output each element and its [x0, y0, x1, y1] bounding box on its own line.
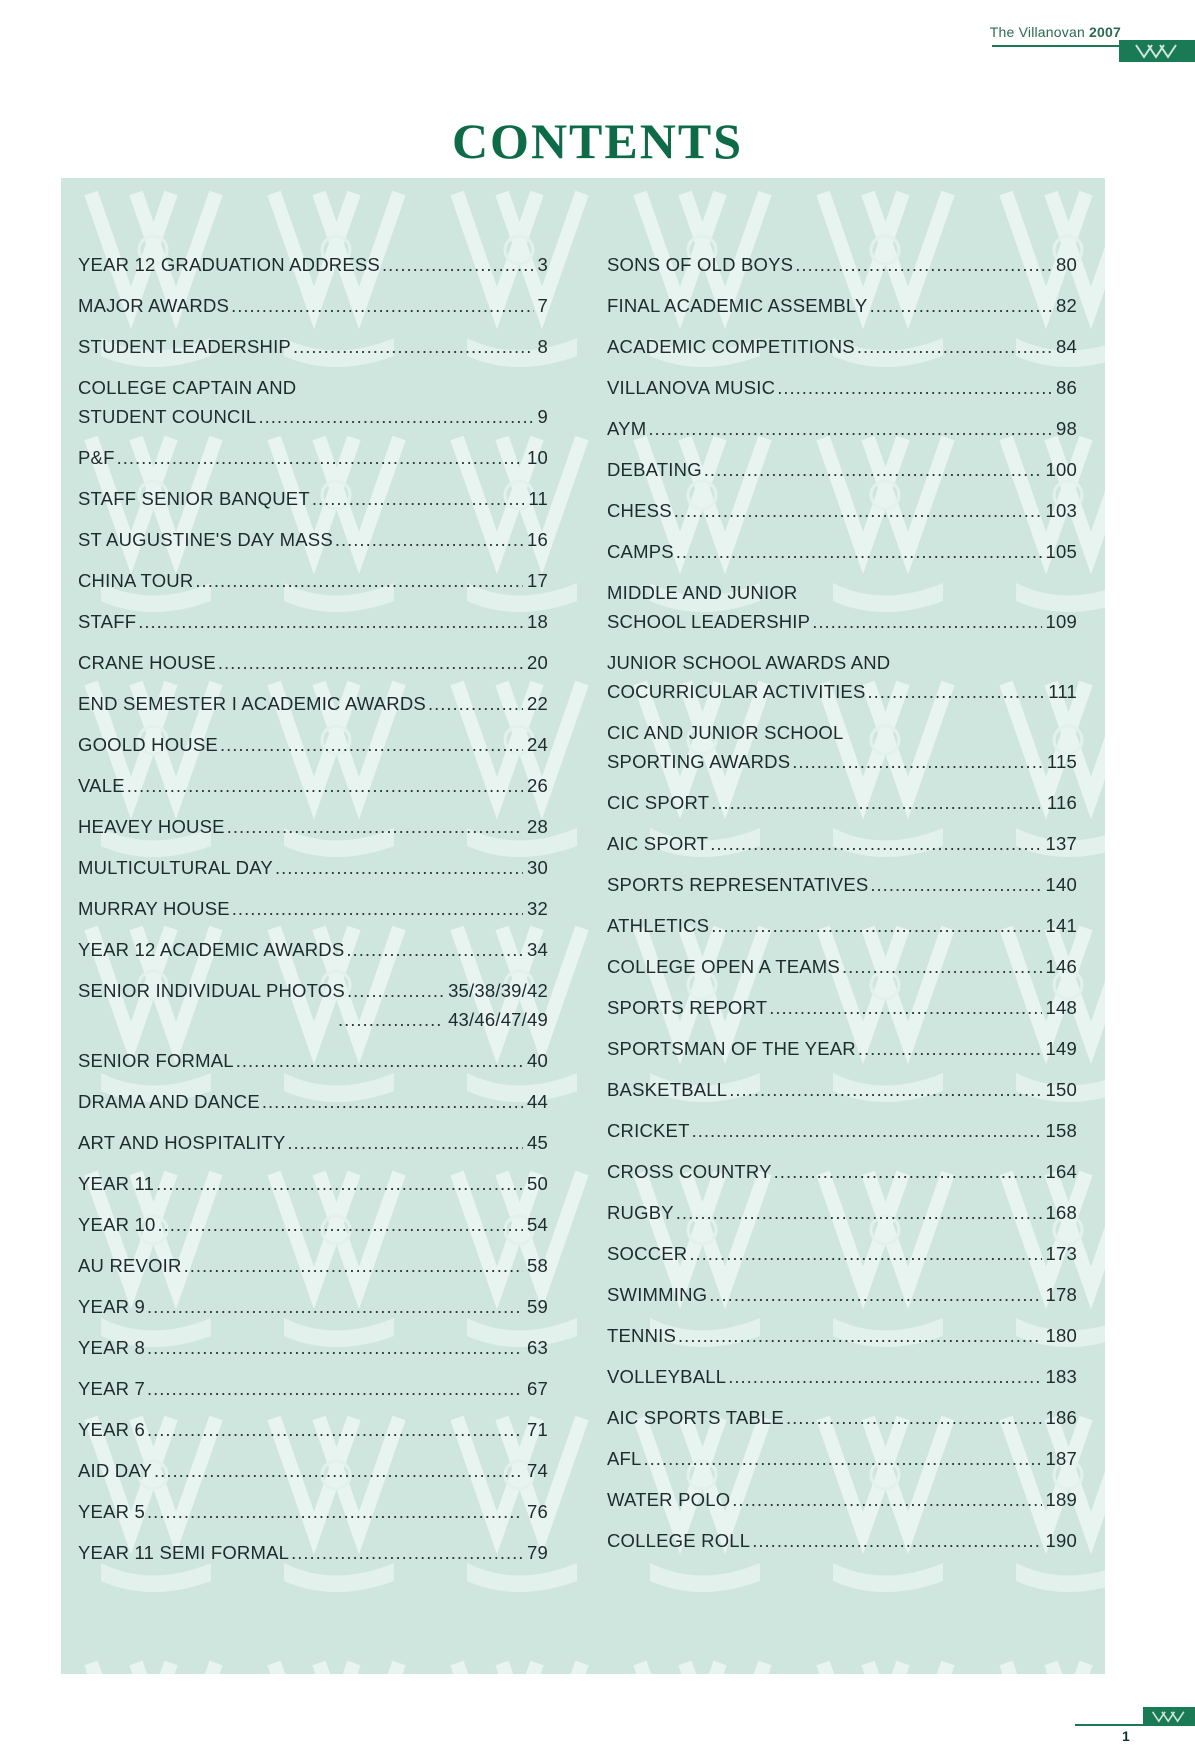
toc-entry[interactable]: CROSS COUNTRY ..... 164: [607, 1157, 1077, 1186]
toc-entry[interactable]: MAJOR AWARDS ..... 7: [78, 291, 548, 320]
toc-entry[interactable]: YEAR 8 ..... 63: [78, 1333, 548, 1362]
page-title: CONTENTS: [451, 113, 744, 169]
toc-entry[interactable]: VALE ..... 26: [78, 771, 548, 800]
toc-entry[interactable]: SPORTS REPRESENTATIVES ..... 140: [607, 870, 1077, 899]
toc-entry[interactable]: STAFF SENIOR BANQUET ..... 11: [78, 484, 548, 513]
toc-entry[interactable]: MULTICULTURAL DAY ..... 30: [78, 853, 548, 882]
toc-entry[interactable]: SPORTSMAN OF THE YEAR ..... 149: [607, 1034, 1077, 1063]
toc-entry[interactable]: CRANE HOUSE ..... 20: [78, 648, 548, 677]
toc-entry[interactable]: RUGBY ..... 168: [607, 1198, 1077, 1227]
toc-entry[interactable]: SOCCER ..... 173: [607, 1239, 1077, 1268]
contents-left-column: [78, 250, 548, 1579]
toc-entry[interactable]: ST AUGUSTINE'S DAY MASS ..... 16: [78, 525, 548, 554]
toc-entry[interactable]: YEAR 12 ACADEMIC AWARDS ..... 34: [78, 935, 548, 964]
toc-entry[interactable]: YEAR 11 SEMI FORMAL ..... 79: [78, 1538, 548, 1567]
toc-entry[interactable]: MIDDLE AND JUNIOR SCHOOL LEADERSHIP ..... 109: [607, 578, 1077, 636]
toc-entry[interactable]: CAMPS ..... 105: [607, 537, 1077, 566]
toc-entry[interactable]: BASKETBALL ..... 150: [607, 1075, 1077, 1104]
toc-entry[interactable]: AIC SPORTS TABLE ..... 186: [607, 1403, 1077, 1432]
toc-entry[interactable]: CRICKET ..... 158: [607, 1116, 1077, 1145]
toc-entry[interactable]: YEAR 5 ..... 76: [78, 1497, 548, 1526]
toc-entry[interactable]: TENNIS ..... 180: [607, 1321, 1077, 1350]
toc-entry[interactable]: DEBATING ..... 100: [607, 455, 1077, 484]
toc-entry[interactable]: ATHLETICS ..... 141: [607, 911, 1077, 940]
header-logo-tab: [1119, 40, 1195, 62]
contents-right-column: [607, 250, 1077, 1567]
vv-monogram-icon: [1151, 1710, 1187, 1723]
toc-entry[interactable]: STAFF ..... 18: [78, 607, 548, 636]
toc-entry[interactable]: MURRAY HOUSE ..... 32: [78, 894, 548, 923]
publication-name: The Villanovan: [989, 24, 1085, 40]
toc-entry[interactable]: YEAR 6 ..... 71: [78, 1415, 548, 1444]
toc-entry[interactable]: STUDENT LEADERSHIP ..... 8: [78, 332, 548, 361]
toc-entry[interactable]: P&F ..... 10: [78, 443, 548, 472]
toc-entry[interactable]: AIC SPORT ..... 137: [607, 829, 1077, 858]
toc-entry[interactable]: YEAR 11 ..... 50: [78, 1169, 548, 1198]
toc-entry[interactable]: VOLLEYBALL ..... 183: [607, 1362, 1077, 1391]
page-number: 1: [1122, 1728, 1130, 1744]
toc-entry[interactable]: CHESS ..... 103: [607, 496, 1077, 525]
toc-entry[interactable]: WATER POLO ..... 189: [607, 1485, 1077, 1514]
header-rule: [992, 45, 1121, 47]
toc-entry[interactable]: YEAR 7 ..... 67: [78, 1374, 548, 1403]
toc-entry[interactable]: DRAMA AND DANCE ..... 44: [78, 1087, 548, 1116]
toc-entry[interactable]: YEAR 9 ..... 59: [78, 1292, 548, 1321]
toc-entry[interactable]: SWIMMING ..... 178: [607, 1280, 1077, 1309]
vv-monogram-icon: [1134, 43, 1180, 59]
toc-entry[interactable]: AFL ..... 187: [607, 1444, 1077, 1473]
toc-entry[interactable]: AID DAY ..... 74: [78, 1456, 548, 1485]
toc-entry[interactable]: CIC SPORT ..... 116: [607, 788, 1077, 817]
toc-entry[interactable]: SENIOR INDIVIDUAL PHOTOS ..... 35/38/39/42 ..... 43/46/47/49: [78, 976, 548, 1034]
toc-entry[interactable]: YEAR 10 ..... 54: [78, 1210, 548, 1239]
toc-entry[interactable]: SPORTS REPORT ..... 148: [607, 993, 1077, 1022]
toc-entry[interactable]: JUNIOR SCHOOL AWARDS AND COCURRICULAR ACTIVITIES ..... 111: [607, 648, 1077, 706]
toc-entry[interactable]: COLLEGE OPEN A TEAMS ..... 146: [607, 952, 1077, 981]
publication-year: 2007: [1089, 24, 1121, 40]
toc-entry[interactable]: HEAVEY HOUSE ..... 28: [78, 812, 548, 841]
toc-entry[interactable]: CIC AND JUNIOR SCHOOL SPORTING AWARDS ..... 115: [607, 718, 1077, 776]
toc-entry[interactable]: AU REVOIR ..... 58: [78, 1251, 548, 1280]
toc-entry[interactable]: CHINA TOUR ..... 17: [78, 566, 548, 595]
toc-entry[interactable]: SONS OF OLD BOYS ..... 80: [607, 250, 1077, 279]
toc-entry[interactable]: AYM ..... 98: [607, 414, 1077, 443]
toc-entry[interactable]: COLLEGE CAPTAIN AND STUDENT COUNCIL ..... 9: [78, 373, 548, 431]
publication-header: [990, 24, 1121, 40]
toc-entry[interactable]: ART AND HOSPITALITY ..... 45: [78, 1128, 548, 1157]
toc-entry[interactable]: END SEMESTER I ACADEMIC AWARDS ..... 22: [78, 689, 548, 718]
toc-entry[interactable]: COLLEGE ROLL ..... 190: [607, 1526, 1077, 1555]
toc-entry[interactable]: GOOLD HOUSE ..... 24: [78, 730, 548, 759]
toc-entry[interactable]: YEAR 12 GRADUATION ADDRESS ..... 3: [78, 250, 548, 279]
contents-panel: [61, 178, 1105, 1674]
toc-entry[interactable]: FINAL ACADEMIC ASSEMBLY ..... 82: [607, 291, 1077, 320]
footer-logo-tab: [1143, 1707, 1195, 1725]
toc-entry[interactable]: VILLANOVA MUSIC ..... 86: [607, 373, 1077, 402]
toc-entry[interactable]: ACADEMIC COMPETITIONS ..... 84: [607, 332, 1077, 361]
toc-entry[interactable]: SENIOR FORMAL ..... 40: [78, 1046, 548, 1075]
